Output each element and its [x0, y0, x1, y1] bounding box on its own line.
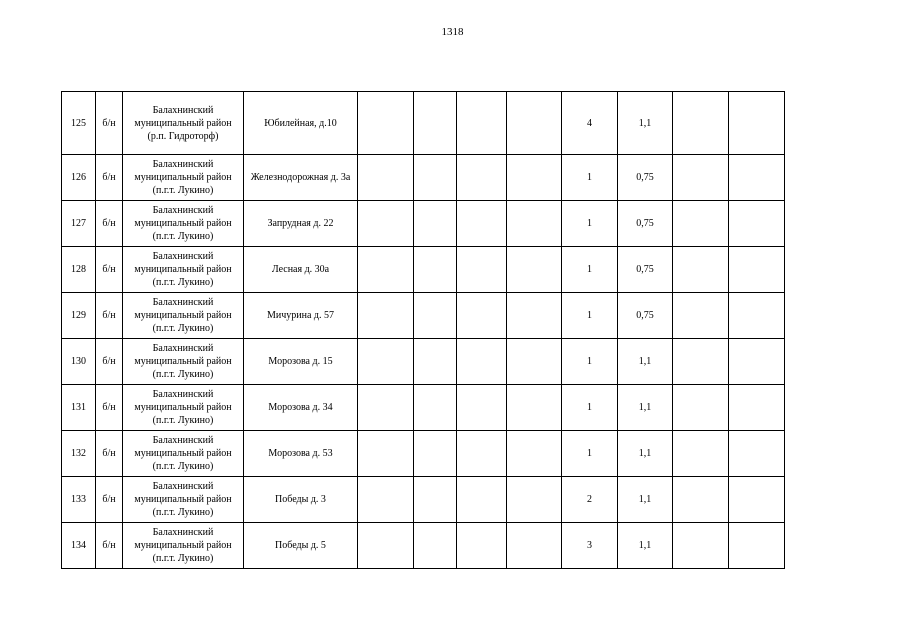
district-cell — [123, 247, 244, 293]
empty-cell-1 — [358, 477, 414, 523]
table-row — [62, 92, 785, 155]
empty-cell-4 — [507, 155, 562, 201]
table-row — [62, 339, 785, 385]
container-volume-cell: 0,75 — [618, 155, 673, 201]
container-volume-cell: 1,1 — [618, 431, 673, 477]
empty-cell-2 — [414, 247, 457, 293]
empty-cell-3 — [457, 92, 507, 155]
registration-cell: б/н — [96, 247, 123, 293]
empty-cell-1 — [358, 339, 414, 385]
empty-cell-1 — [358, 247, 414, 293]
district-line: муниципальный район — [134, 218, 232, 229]
district-line: муниципальный район — [134, 172, 232, 183]
address-cell: Морозова д. 53 — [244, 431, 358, 477]
table-row — [62, 247, 785, 293]
table-row — [62, 477, 785, 523]
empty-cell-5 — [673, 293, 729, 339]
district-line: (п.г.т. Лукино) — [152, 277, 214, 288]
address-cell: Запрудная д. 22 — [244, 201, 358, 247]
empty-cell-2 — [414, 201, 457, 247]
container-volume-cell: 0,75 — [618, 201, 673, 247]
empty-cell-5 — [673, 155, 729, 201]
empty-cell-3 — [457, 247, 507, 293]
empty-cell-4 — [507, 339, 562, 385]
empty-cell-3 — [457, 385, 507, 431]
empty-cell-1 — [358, 431, 414, 477]
district-line: Балахнинский — [152, 159, 214, 170]
address-cell: Морозова д. 34 — [244, 385, 358, 431]
district-line: (п.г.т. Лукино) — [152, 231, 214, 242]
empty-cell-6 — [729, 92, 785, 155]
empty-cell-3 — [457, 431, 507, 477]
district-line: Балахнинский — [152, 251, 214, 262]
container-volume-cell: 1,1 — [618, 523, 673, 569]
empty-cell-3 — [457, 293, 507, 339]
row-number-cell: 134 — [62, 523, 96, 569]
address-cell: Победы д. 3 — [244, 477, 358, 523]
empty-cell-1 — [358, 293, 414, 339]
container-count-cell: 4 — [562, 92, 618, 155]
empty-cell-2 — [414, 523, 457, 569]
container-count-cell: 2 — [562, 477, 618, 523]
empty-cell-4 — [507, 523, 562, 569]
district-line: (п.г.т. Лукино) — [152, 507, 214, 518]
district-line: муниципальный район — [134, 494, 232, 505]
empty-cell-1 — [358, 385, 414, 431]
container-count-cell: 1 — [562, 385, 618, 431]
district-line: муниципальный район — [134, 356, 232, 367]
district-line: (п.г.т. Лукино) — [152, 415, 214, 426]
empty-cell-6 — [729, 431, 785, 477]
empty-cell-6 — [729, 523, 785, 569]
district-line: (п.г.т. Лукино) — [152, 323, 214, 334]
district-cell — [123, 293, 244, 339]
registration-cell: б/н — [96, 339, 123, 385]
district-line: Балахнинский — [152, 527, 214, 538]
district-line: (п.г.т. Лукино) — [152, 461, 214, 472]
empty-cell-5 — [673, 92, 729, 155]
empty-cell-4 — [507, 293, 562, 339]
address-cell: Мичурина д. 57 — [244, 293, 358, 339]
empty-cell-4 — [507, 385, 562, 431]
empty-cell-4 — [507, 431, 562, 477]
district-line: Балахнинский — [152, 389, 214, 400]
empty-cell-4 — [507, 201, 562, 247]
registration-cell: б/н — [96, 155, 123, 201]
registration-cell: б/н — [96, 385, 123, 431]
row-number-cell: 128 — [62, 247, 96, 293]
empty-cell-2 — [414, 477, 457, 523]
row-number-cell: 130 — [62, 339, 96, 385]
container-volume-cell: 0,75 — [618, 293, 673, 339]
district-cell — [123, 431, 244, 477]
district-cell — [123, 523, 244, 569]
address-cell: Юбилейная, д.10 — [244, 92, 358, 155]
registration-cell: б/н — [96, 431, 123, 477]
container-volume-cell: 1,1 — [618, 339, 673, 385]
empty-cell-1 — [358, 201, 414, 247]
district-line: Балахнинский — [152, 205, 214, 216]
address-cell: Лесная д. 30а — [244, 247, 358, 293]
district-cell — [123, 477, 244, 523]
page-number: 1318 — [441, 26, 464, 38]
container-volume-cell: 1,1 — [618, 92, 673, 155]
empty-cell-5 — [673, 339, 729, 385]
container-volume-cell: 1,1 — [618, 385, 673, 431]
district-line: Балахнинский — [152, 481, 214, 492]
empty-cell-3 — [457, 523, 507, 569]
district-cell — [123, 385, 244, 431]
registration-cell: б/н — [96, 293, 123, 339]
container-volume-cell: 1,1 — [618, 477, 673, 523]
empty-cell-3 — [457, 339, 507, 385]
row-number-cell: 127 — [62, 201, 96, 247]
empty-cell-1 — [358, 92, 414, 155]
district-line: (п.г.т. Лукино) — [152, 553, 214, 564]
registry-table — [61, 91, 785, 569]
container-count-cell: 1 — [562, 431, 618, 477]
empty-cell-3 — [457, 155, 507, 201]
district-line: муниципальный район — [134, 117, 232, 129]
district-cell — [123, 201, 244, 247]
empty-cell-5 — [673, 201, 729, 247]
row-number-cell: 132 — [62, 431, 96, 477]
empty-cell-6 — [729, 155, 785, 201]
table-row — [62, 385, 785, 431]
empty-cell-3 — [457, 477, 507, 523]
empty-cell-1 — [358, 523, 414, 569]
table-row — [62, 201, 785, 247]
district-cell — [123, 92, 244, 155]
container-count-cell: 1 — [562, 155, 618, 201]
row-number-cell: 133 — [62, 477, 96, 523]
empty-cell-1 — [358, 155, 414, 201]
empty-cell-5 — [673, 385, 729, 431]
empty-cell-2 — [414, 431, 457, 477]
container-count-cell: 3 — [562, 523, 618, 569]
registration-cell: б/н — [96, 523, 123, 569]
row-number-cell: 126 — [62, 155, 96, 201]
district-line: муниципальный район — [134, 264, 232, 275]
district-line: муниципальный район — [134, 540, 232, 551]
row-number-cell: 129 — [62, 293, 96, 339]
district-cell — [123, 339, 244, 385]
empty-cell-4 — [507, 92, 562, 155]
district-line: муниципальный район — [134, 310, 232, 321]
district-line: (р.п. Гидроторф) — [147, 130, 219, 142]
row-number-cell: 125 — [62, 92, 96, 155]
empty-cell-6 — [729, 293, 785, 339]
empty-cell-5 — [673, 247, 729, 293]
registration-cell: б/н — [96, 92, 123, 155]
empty-cell-6 — [729, 247, 785, 293]
empty-cell-6 — [729, 385, 785, 431]
table-body — [62, 92, 785, 569]
district-cell — [123, 155, 244, 201]
district-line: Балахнинский — [152, 343, 214, 354]
empty-cell-2 — [414, 339, 457, 385]
empty-cell-4 — [507, 247, 562, 293]
empty-cell-5 — [673, 431, 729, 477]
district-line: муниципальный район — [134, 448, 232, 459]
container-volume-cell: 0,75 — [618, 247, 673, 293]
registration-cell: б/н — [96, 201, 123, 247]
empty-cell-4 — [507, 477, 562, 523]
empty-cell-5 — [673, 477, 729, 523]
container-count-cell: 1 — [562, 247, 618, 293]
table-row — [62, 431, 785, 477]
container-count-cell: 1 — [562, 339, 618, 385]
container-count-cell: 1 — [562, 293, 618, 339]
district-line: Балахнинский — [152, 104, 214, 116]
district-line: (п.г.т. Лукино) — [152, 185, 214, 196]
container-count-cell: 1 — [562, 201, 618, 247]
district-line: муниципальный район — [134, 402, 232, 413]
empty-cell-5 — [673, 523, 729, 569]
table-row — [62, 293, 785, 339]
empty-cell-6 — [729, 477, 785, 523]
address-cell: Морозова д. 15 — [244, 339, 358, 385]
empty-cell-3 — [457, 201, 507, 247]
empty-cell-6 — [729, 339, 785, 385]
district-line: Балахнинский — [152, 297, 214, 308]
row-number-cell: 131 — [62, 385, 96, 431]
empty-cell-2 — [414, 293, 457, 339]
registration-cell: б/н — [96, 477, 123, 523]
table-row — [62, 523, 785, 569]
table-row — [62, 155, 785, 201]
address-cell: Железнодорожная д. 3а — [244, 155, 358, 201]
empty-cell-2 — [414, 385, 457, 431]
empty-cell-6 — [729, 201, 785, 247]
empty-cell-2 — [414, 155, 457, 201]
district-line: Балахнинский — [152, 435, 214, 446]
empty-cell-2 — [414, 92, 457, 155]
district-line: (п.г.т. Лукино) — [152, 369, 214, 380]
address-cell: Победы д. 5 — [244, 523, 358, 569]
